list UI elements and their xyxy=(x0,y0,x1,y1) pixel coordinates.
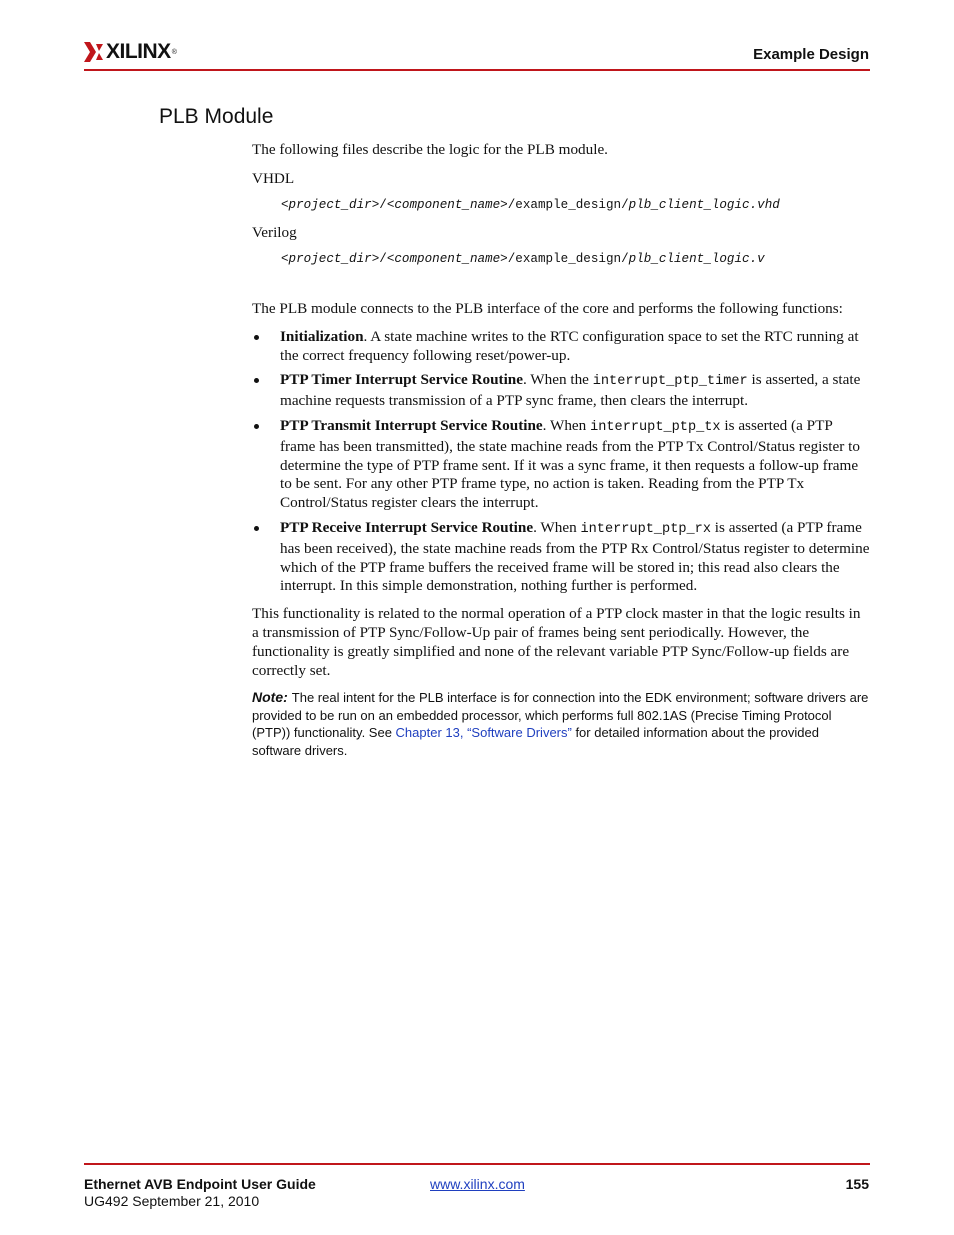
bullet-text: . A state machine writes to the RTC configuration space to set the RTC running at the correct frequency following reset/power-up. xyxy=(280,327,859,364)
bullet-term: PTP Receive Interrupt Service Routine xyxy=(280,518,534,536)
logo-text: XILINX xyxy=(106,40,171,63)
list-item xyxy=(252,371,870,411)
function-list xyxy=(252,328,870,596)
verilog-path xyxy=(281,250,870,269)
chapter-13-link[interactable]: Chapter 13, “Software Drivers” xyxy=(395,725,572,741)
signal-name: interrupt_ptp_rx xyxy=(580,521,711,537)
path-project-dir: <project_dir> xyxy=(281,252,380,267)
footer-website-link[interactable]: www.xilinx.com xyxy=(430,1176,525,1192)
path-folder: /example_design/ xyxy=(507,197,629,212)
note-block xyxy=(252,689,870,759)
list-item xyxy=(252,519,870,596)
bullet-text: . When xyxy=(533,518,581,536)
note-label: Note: xyxy=(252,689,288,706)
list-item xyxy=(252,417,870,513)
main-paragraph: The PLB module connects to the PLB interface of the core and performs the following functions: xyxy=(252,299,843,317)
path-separator: / xyxy=(379,252,387,267)
bullet-text: is asserted, a state machine requests transmission of a PTP sync frame, then clears the interrupt. xyxy=(280,371,861,410)
bullet-text: . When the xyxy=(522,371,593,389)
registered-mark: ® xyxy=(171,48,177,56)
page-number: 155 xyxy=(845,1176,869,1192)
path-folder: /example_design/ xyxy=(507,252,629,267)
body-content xyxy=(252,140,870,759)
note-text: for detailed information about the provided software drivers. xyxy=(252,725,819,758)
path-filename: plb_client_logic.v xyxy=(628,252,765,267)
path-component-name: <component_name> xyxy=(386,252,508,267)
xilinx-x-logo-icon xyxy=(84,42,104,62)
signal-name: interrupt_ptp_timer xyxy=(592,374,748,390)
path-filename: plb_client_logic.vhd xyxy=(628,197,780,212)
path-component-name: <component_name> xyxy=(386,197,508,212)
footer-doc-id: UG492 September 21, 2010 xyxy=(84,1193,260,1209)
section-title: PLB Module xyxy=(159,105,274,128)
note-text: The real intent for the PLB interface is for connection into the EDK environment; software drivers are provided to be run on an embedded processor, which performs full 802.1AS (Precise Timing Protocol (PTP)) functionality. See xyxy=(252,690,869,741)
bullet-term: Initialization xyxy=(280,327,364,345)
vhdl-label: VHDL xyxy=(252,169,295,187)
footer-rule xyxy=(84,1163,870,1165)
path-project-dir: <project_dir> xyxy=(281,197,380,212)
list-item xyxy=(252,328,870,366)
bullet-text: is asserted (a PTP frame has been transmitted), the state machine reads from the PTP Tx Control/Status register to determine the type of PTP frame sent. If it was a sync frame, it then requests a follow-up frame to be sent. For any other PTP frame type, no action is taken. Reading from the PTP Tx Control/Status register clears the interrupt. xyxy=(280,416,860,512)
bullet-text: . When xyxy=(542,416,591,434)
signal-name: interrupt_ptp_tx xyxy=(590,419,721,435)
xilinx-logo xyxy=(84,40,177,64)
header-section-name: Example Design xyxy=(753,46,869,63)
functionality-paragraph: This functionality is related to the normal operation of a PTP clock master in that the logic results in a transmission of PTP Sync/Follow-Up pair of frames being sent periodically. However, the functionality is greatly simplified and none of the relevant variable PTP Sync/Follow-up fields are correctly set. xyxy=(252,605,861,679)
path-separator: / xyxy=(379,197,387,212)
bullet-term: PTP Timer Interrupt Service Routine xyxy=(280,371,523,389)
bullet-text: is asserted (a PTP frame has been received), the state machine reads from the PTP Rx Control/Status register to determine which of the PTP frame buffers the received frame will be stored in; this read also clears the interrupt. In this simple demonstration, nothing further is performed. xyxy=(280,518,870,595)
verilog-label: Verilog xyxy=(252,224,297,242)
intro-paragraph: The following files describe the logic for the PLB module. xyxy=(252,141,608,158)
footer-doc-title: Ethernet AVB Endpoint User Guide xyxy=(84,1176,316,1192)
vhdl-path xyxy=(281,196,870,215)
header-rule xyxy=(84,69,870,71)
bullet-term: PTP Transmit Interrupt Service Routine xyxy=(280,416,543,434)
